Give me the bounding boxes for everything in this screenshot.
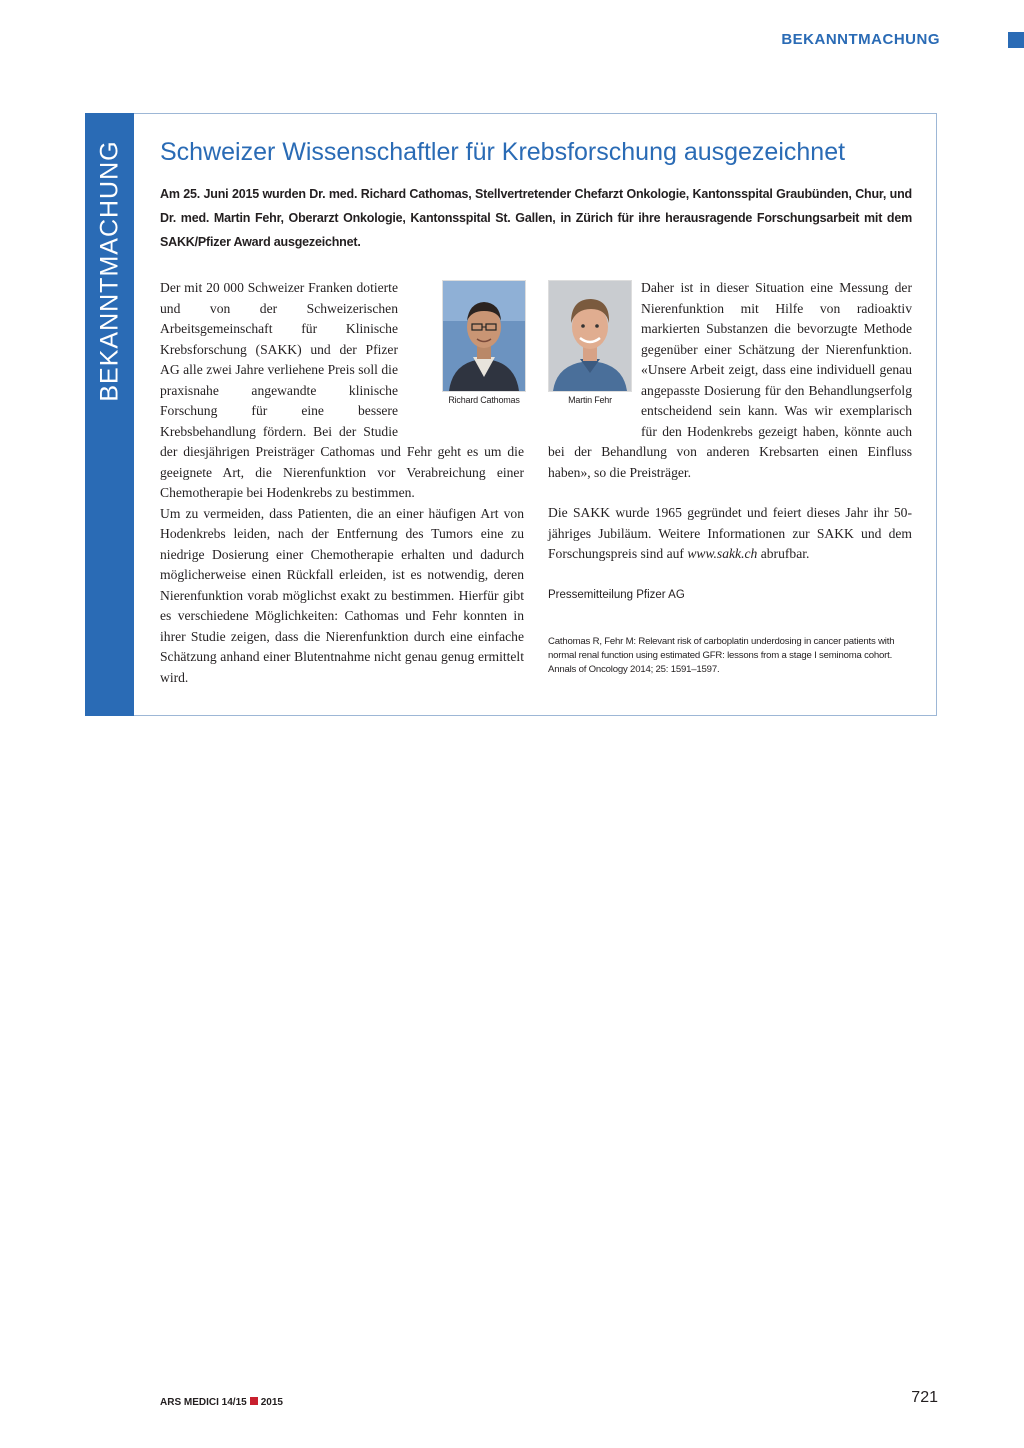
photo-caption-fehr: Martin Fehr [568,395,612,405]
page-number: 721 [911,1389,938,1406]
footer-square-icon [250,1397,258,1405]
left-paragraph-2: Um zu vermeiden, dass Patienten, die an einer häufigen Art von Hodenkrebs leiden, nach der Entfernung des Tumors eine zu niedrige Dosierung einer Chemotherapie erhalten und dadurch möglicherweise einen Rückfall erleiden, ist es notwendig, deren Nierenfunktion vorab möglichst exakt zu bestimmen. Hierfür gibt es verschiedene Möglichkeiten: Cathomas und Fehr konnten in ihrer Studie zeigen, dass die Nierenfunktion durch eine einfache Schätzung anhand einer Blutentnahme nicht genau genug ermittelt wird. [160,505,524,685]
photo-spacer-right [548,278,633,428]
journal-year: 2015 [260,1397,283,1408]
corner-marker [1008,32,1024,48]
photo-caption-cathomas: Richard Cathomas [448,395,520,405]
portrait-photo-icon [442,280,526,392]
footer-journal [160,1397,283,1408]
photo-figure-cathomas [442,280,526,405]
literature-reference: Cathomas R, Fehr M: Relevant risk of carboplatin underdosing in cancer patients with normal renal function using estimated GFR: lessons from a stage I seminoma cohort. Annals of Oncology 2014; 25: 1591–1597. [548,636,895,675]
journal-name: ARS MEDICI 14/15 [160,1397,247,1408]
press-release-credit: Pressemitteilung Pfizer AG [548,588,685,601]
right-paragraph-2-text: Die SAKK wurde 1965 gegründet und feiert dieses Jahr ihr 50-jähriges Jubiläum. Weitere Informationen zur SAKK und dem Forschungspreis sind auf [548,505,912,561]
left-paragraph-1: Der mit 20 000 Schweizer Franken dotierte und von der Schweizerischen Arbeitsgemeinschaft für Klinische Krebsforschung (SAKK) und der Pfizer AG alle zwei Jahre verliehene Preis soll die praxisnahe angewandte klinische Forschung für eine bessere Krebsbehandlung fördern. Bei der Studie der diesjährigen Preisträger Cathomas und Fehr geht es um die geeignete Art, die Nierenfunktion vor Verabreichung einer Chemotherapie bei Hodenkrebs zu bestimmen. [160,280,524,500]
article-lead: Am 25. Juni 2015 wurden Dr. med. Richard Cathomas, Stellvertretender Chefarzt Onkologie, Kantonsspital Graubünden, Chur, und Dr. med. Martin Fehr, Oberarzt Onkologie, Kantonsspital St. Gallen, in Zürich für ihre herausragende Forschungsarbeit mit dem SAKK/Pfizer Award ausgezeichnet. [160,187,912,249]
article-title: Schweizer Wissenschaftler für Krebsforschung ausgezeichnet [160,138,846,166]
section-header: BEKANNTMACHUNG [781,31,940,48]
right-paragraph-1: Daher ist in dieser Situation eine Messung der Nierenfunktion mit Hilfe von radioaktiv markierten Substanzen die bevorzugte Methode gegenüber einer Schätzung der Nierenfunktion. «Unsere Arbeit zeigt, dass eine individuell genau angepasste Dosierung für den Behandlungserfolg entscheidend sein kann. Was wir exemplarisch für den Hodenkrebs gezeigt haben, könnte auch bei der Behandlung von anderen Krebsarten einen Einfluss haben», so die Preisträger. [548,280,912,480]
right-column [548,278,912,677]
sidebar-label: BEKANNTMACHUNG [95,140,124,402]
right-paragraph-2 [548,503,912,565]
sakk-link[interactable]: www.sakk.ch [687,546,758,561]
right-paragraph-2-end: abrufbar. [757,546,810,561]
